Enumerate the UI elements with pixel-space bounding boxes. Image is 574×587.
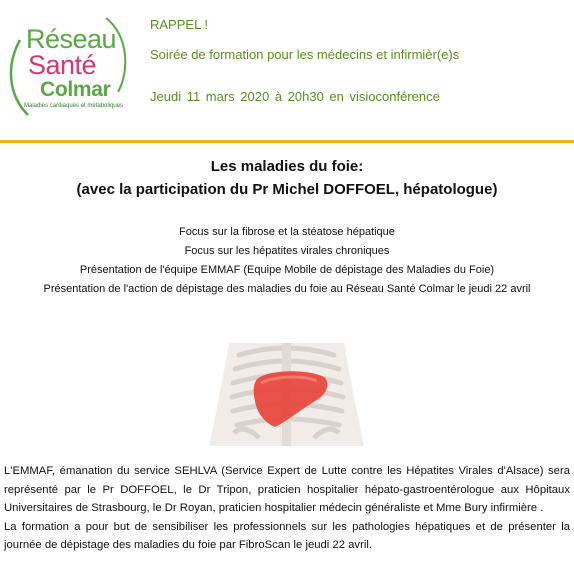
focus-item: Présentation de l'action de dépistage des maladies du foie au Réseau Santé Colmar le jeudi 22 avril xyxy=(43,283,531,295)
logo-tagline: Maladies cardiaques et métaboliques xyxy=(24,103,124,109)
logo-text-sante: Santé xyxy=(28,50,97,80)
event-description: Soirée de formation pour les médecins et infirmièr(e)s xyxy=(150,47,460,62)
body-text xyxy=(4,462,570,555)
rappel-label: RAPPEL ! xyxy=(150,17,209,32)
main-title: Les maladies du foie: xyxy=(210,158,364,175)
reseau-sante-colmar-logo xyxy=(6,10,136,120)
focus-item: Focus sur la fibrose et la stéatose hépatique xyxy=(179,226,395,238)
header-divider xyxy=(0,140,574,143)
newsletter-header xyxy=(0,0,574,140)
liver-anatomy-illustration xyxy=(199,343,374,446)
focus-item: Focus sur les hépatites virales chroniques xyxy=(184,245,390,257)
focus-item: Présentation de l'équipe EMMAF (Equipe Mobile de dépistage des Maladies du Foie) xyxy=(79,264,495,276)
body-paragraph: L'EMMAF, émanation du service SEHLVA (Service Expert de Lutte contre les Hépatites Virales d'Alsace) sera représenté par le Pr DOFFOEL, le Dr Tripon, praticien hospitalier hépato-gastroentérologue aux Hôpitaux Universitaires de Strasbourg, le Dr Royan, praticien hospitalier médecin généraliste et Mme Bury infirmière . xyxy=(4,465,570,514)
event-date: Jeudi 11 mars 2020 à 20h30 en visioconférence xyxy=(150,89,440,104)
main-subtitle: (avec la participation du Pr Michel DOFFOEL, hépatologue) xyxy=(76,181,498,198)
body-paragraph: La formation a pour but de sensibiliser les professionnels sur les pathologies hépatiques et de présenter la journée de dépistage des maladies du foie par FibroScan le jeudi 22 avril. xyxy=(4,520,570,551)
logo-text-colmar: Colmar xyxy=(40,78,111,101)
logo-text-reseau: Réseau xyxy=(26,24,117,54)
